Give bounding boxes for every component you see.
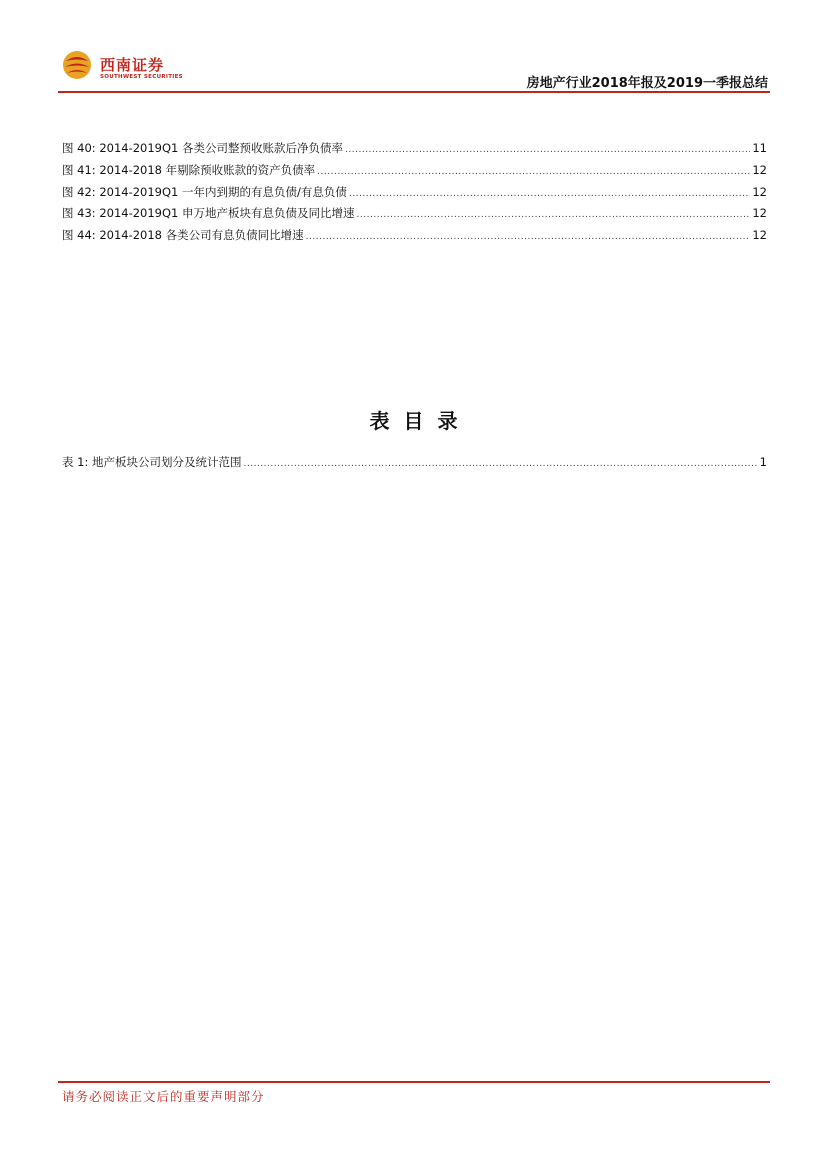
company-logo [62,50,182,86]
footer-disclaimer: 请务必阅读正文后的重要声明部分 [62,1089,265,1104]
table-toc-heading: 表目录 [369,409,472,433]
table-toc-list [62,454,767,476]
toc-leader-dots [357,210,751,220]
toc-leader-dots [306,232,751,242]
figure-toc-list [62,140,767,249]
toc-entry-label: 图 43: 2014-2019Q1 申万地产板块有息负债及同比增速 [62,206,355,221]
toc-entry-label: 图 40: 2014-2019Q1 各类公司整预收账款后净负债率 [62,141,344,155]
toc-entry[interactable] [62,454,767,476]
page-header [58,44,770,92]
logo-emblem-icon [62,50,92,80]
toc-entry-page: 12 [752,228,767,243]
toc-leader-dots [244,459,758,469]
toc-entry-page: 1 [759,455,767,469]
toc-entry[interactable] [62,205,767,227]
report-title: 房地产行业2018年报及2019一季报总结 [526,76,768,91]
toc-entry-label: 图 44: 2014-2018 各类公司有息负债同比增速 [62,228,304,243]
footer-divider [58,1081,770,1083]
toc-entry-label: 表 1: 地产板块公司划分及统计范围 [62,455,242,469]
toc-leader-dots [349,189,750,199]
logo-chinese-name: 西南证券 [100,56,165,74]
toc-entry-page: 12 [752,184,767,199]
toc-leader-dots [317,167,750,177]
toc-entry-label: 图 42: 2014-2019Q1 一年内到期的有息负债/有息负债 [62,184,347,199]
header-divider [58,91,770,93]
toc-entry[interactable] [62,184,767,206]
toc-entry-page: 12 [752,162,767,177]
toc-entry[interactable] [62,162,767,184]
toc-entry-page: 12 [752,206,767,221]
toc-entry-label: 图 41: 2014-2018 年剔除预收账款的资产负债率 [62,162,316,177]
logo-english-name: SOUTHWEST SECURITIES [100,74,183,80]
toc-leader-dots [345,145,750,155]
toc-entry[interactable] [62,140,767,162]
toc-entry[interactable] [62,227,767,249]
toc-entry-page: 11 [752,141,767,155]
